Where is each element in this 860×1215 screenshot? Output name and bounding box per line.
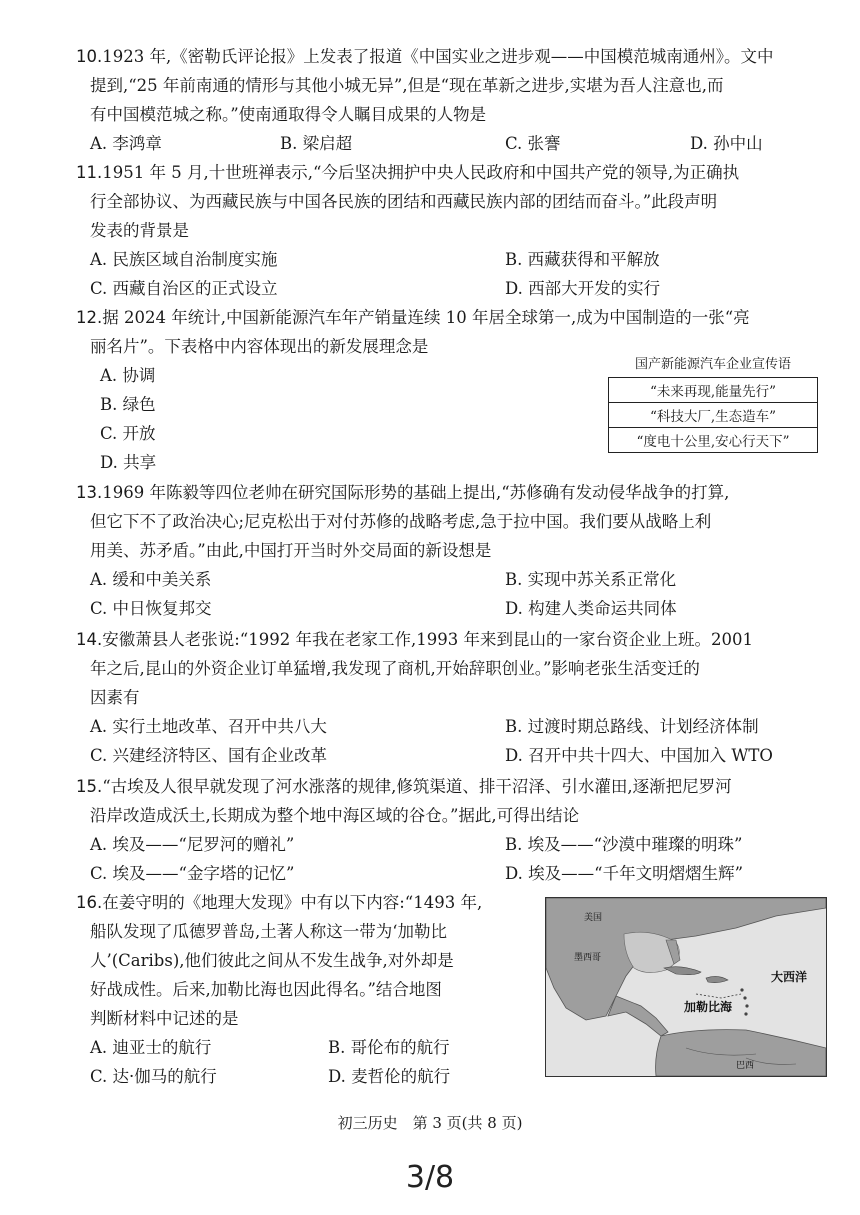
question-stem-line: 因素有	[90, 688, 140, 707]
options-row	[90, 712, 830, 741]
table-title: 国产新能源汽车企业宣传语	[634, 357, 791, 372]
question-15	[76, 772, 830, 888]
option-a[interactable]: A. 埃及——“尼罗河的赠礼”	[90, 835, 295, 854]
question-stem-line: 判断材料中记述的是	[90, 1009, 239, 1028]
option-b[interactable]: B. 绿色	[100, 395, 156, 414]
map-label-brazil: 巴西	[736, 1061, 755, 1071]
option-a[interactable]: A. 李鸿章	[90, 134, 162, 153]
options-row	[90, 565, 830, 594]
options-row	[90, 830, 830, 859]
question-stem-line: 年之后,昆山的外资企业订单猛增,我发现了商机,开始辞职创业。”影响老张生活变迁的	[90, 659, 700, 678]
question-stem-line: 丽名片”。下表格中内容体现出的新发展理念是	[90, 337, 429, 356]
option-d[interactable]: D. 埃及——“千年文明熠熠生辉”	[505, 864, 744, 883]
table-cell: “未来再现,能量先行”	[609, 378, 818, 403]
map-label-usa: 美国	[584, 913, 603, 923]
options-row	[90, 245, 830, 274]
question-stem-line: 1951 年 5 月,十世班禅表示,“今后坚决拥护中央人民政府和中国共产党的领导,为正确执	[102, 163, 740, 182]
question-stem-line: 行全部协议、为西藏民族与中国各民族的团结和西藏民族内部的团结而奋斗。”此段声明	[90, 192, 718, 211]
question-number: 15.	[76, 777, 103, 796]
question-10	[76, 42, 830, 158]
option-b[interactable]: B. 过渡时期总路线、计划经济体制	[505, 717, 759, 736]
option-d[interactable]: D. 共享	[100, 453, 157, 472]
option-a[interactable]: A. 实行土地改革、召开中共八大	[90, 717, 327, 736]
question-number: 12.	[76, 308, 103, 327]
option-d[interactable]: D. 构建人类命运共同体	[505, 599, 677, 618]
option-c[interactable]: C. 埃及——“金字塔的记忆”	[90, 864, 295, 883]
page-indicator: 3/8	[405, 1160, 455, 1195]
option-c[interactable]: C. 中日恢复邦交	[90, 599, 212, 618]
question-stem-line: 但它下不了政治决心;尼克松出于对付苏修的战略考虑,急于拉中国。我们要从战略上利	[90, 512, 712, 531]
map-label-mexico: 墨西哥	[574, 953, 602, 963]
option-a[interactable]: A. 民族区域自治制度实施	[90, 250, 278, 269]
question-stem-line: 在姜守明的《地理大发现》中有以下内容:“1493 年,	[102, 893, 483, 912]
options-row	[90, 1062, 540, 1091]
question-stem-line: 1969 年陈毅等四位老帅在研究国际形势的基础上提出,“苏修确有发动侵华战争的打算,	[102, 483, 730, 502]
caribbean-map	[545, 897, 827, 1077]
option-b[interactable]: B. 埃及——“沙漠中璀璨的明珠”	[505, 835, 743, 854]
option-c[interactable]: C. 张謇	[505, 134, 561, 153]
question-stem-line: 发表的背景是	[90, 221, 189, 240]
question-stem-line: 据 2024 年统计,中国新能源汽车年产销量连续 10 年居全球第一,成为中国制造的一张“亮	[102, 308, 750, 327]
map-graphic	[546, 898, 826, 1076]
question-stem-line: 1923 年,《密勒氏评论报》上发表了报道《中国实业之进步观——中国模范城南通州》。文中	[102, 47, 774, 66]
question-11	[76, 158, 830, 303]
question-stem-line: “古埃及人很早就发现了河水涨落的规律,修筑渠道、排干沼泽、引水灌田,逐渐把尼罗河	[102, 777, 732, 796]
option-d[interactable]: D. 麦哲伦的航行	[328, 1067, 451, 1086]
options-row	[90, 741, 830, 770]
question-16	[76, 888, 540, 1091]
page-footer: 初三历史 第 3 页(共 8 页)	[337, 1114, 523, 1132]
option-a[interactable]: A. 协调	[100, 366, 156, 385]
options-row	[90, 859, 830, 888]
options-row	[90, 594, 830, 623]
options-row	[90, 1033, 540, 1062]
question-stem-line: 好战成性。后来,加勒比海也因此得名。”结合地图	[90, 980, 442, 999]
option-c[interactable]: C. 开放	[100, 424, 156, 443]
option-c[interactable]: C. 达·伽马的航行	[90, 1067, 217, 1086]
option-b[interactable]: B. 哥伦布的航行	[328, 1038, 450, 1057]
question-stem-line: 船队发现了瓜德罗普岛,土著人称这一带为‘加勒比	[90, 922, 447, 941]
map-label-caribbean: 加勒比海	[684, 1000, 733, 1014]
option-d[interactable]: D. 孙中山	[690, 134, 763, 153]
question-number: 11.	[76, 163, 103, 182]
question-stem-line: 用美、苏矛盾。”由此,中国打开当时外交局面的新设想是	[90, 541, 492, 560]
question-stem-line: 沿岸改造成沃土,长期成为整个地中海区域的谷仓。”据此,可得出结论	[90, 806, 580, 825]
options-row	[90, 274, 830, 303]
map-label-atlantic: 大西洋	[771, 970, 808, 984]
option-a[interactable]: A. 缓和中美关系	[90, 570, 212, 589]
question-number: 14.	[76, 630, 103, 649]
question-number: 10.	[76, 47, 103, 66]
option-b[interactable]: B. 实现中苏关系正常化	[505, 570, 677, 589]
question-number: 13.	[76, 483, 103, 502]
question-stem-line: 提到,“25 年前南通的情形与其他小城无异”,但是“现在革新之进步,实堪为吾人注意也,而	[90, 76, 724, 95]
table-cell: “科技大厂,生态造车”	[609, 403, 818, 428]
slogan-table-block	[608, 355, 818, 453]
question-number: 16.	[76, 893, 103, 912]
option-c[interactable]: C. 兴建经济特区、国有企业改革	[90, 746, 328, 765]
option-a[interactable]: A. 迪亚士的航行	[90, 1038, 212, 1057]
question-stem-line: 有中国模范城之称。”使南通取得令人瞩目成果的人物是	[90, 105, 487, 124]
option-d[interactable]: D. 西部大开发的实行	[505, 279, 661, 298]
question-stem-line: 安徽萧县人老张说:“1992 年我在老家工作,1993 年来到昆山的一家台资企业上班。2001	[102, 630, 753, 649]
table-cell: “度电十公里,安心行天下”	[609, 428, 818, 453]
slogan-table	[608, 377, 818, 453]
option-d[interactable]: D. 召开中共十四大、中国加入 WTO	[505, 746, 773, 765]
option-c[interactable]: C. 西藏自治区的正式设立	[90, 279, 278, 298]
option-b[interactable]: B. 西藏获得和平解放	[505, 250, 660, 269]
question-13	[76, 478, 830, 623]
options-row	[90, 129, 830, 158]
question-stem-line: 人’(Caribs),他们彼此之间从不发生战争,对外却是	[90, 951, 454, 970]
option-b[interactable]: B. 梁启超	[280, 134, 353, 153]
question-14	[76, 625, 830, 770]
